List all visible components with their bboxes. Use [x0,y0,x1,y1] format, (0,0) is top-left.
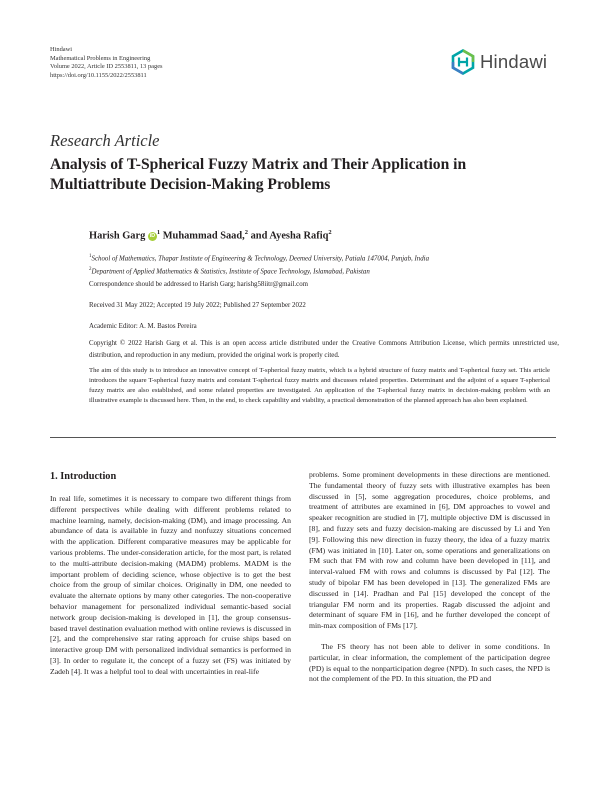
right-column [309,470,550,685]
author-name[interactable]: Muhammad Saad, [162,230,245,242]
body-paragraph: In real life, sometimes it is necessary to compare two different things from different perspectives while dealing with different problems related to machine learning, namely, decision-making (DM), and image processing. An abundance of data is available in fuzzy and nonfuzzy situations concerned with the application. Different comparative measures may be applicable for various problems. The under-consideration article, for the most part, is related to the multi-attribute decision-making (MADM) problems. MADM is the important problem of deciding science, whose objective is to get the best choice from the group of similar choices. Originally in DM, one needed to evaluate the alternate options by many other categories. The non-cooperative behavior management for personalized individual semantic-based social network group decision-making is developed in [1], the group consensus-based travel destination evaluation method with online reviews is discussed in [2], and the comprehensive star rating approach for cruise ships based on interactive group DM with personalized individual semantics is performed in [3]. In order to regulate it, the concept of a fuzzy set (FS) was initiated by Zadeh [4]. It was a helpful tool to deal with uncertainties in real-life [50,494,291,676]
article-type: Research Article [50,131,160,150]
affiliation-marker: 2 [89,266,92,272]
hindawi-logo-icon [450,49,476,75]
volume-line: Volume 2022, Article ID 2553811, 13 pages [50,63,163,71]
section-divider [50,437,556,438]
author-name[interactable]: Harish Garg [89,230,146,242]
affiliation-text: School of Mathematics, Thapar Institute of Engineering & Technology, Deemed University, Patiala 147004, Punjab, India [91,255,430,263]
abstract: The aim of this study is to introduce an innovative concept of T-spherical fuzzy matrix, which is a hybrid structure of fuzzy matrix and T-spherical fuzzy set. This article introduces the square T-spherical fuzzy matrix and constant T-spherical fuzzy matrix and discusses related properties. Determinant and the adjoint of a square T-spherical fuzzy matrix are also established, and some related properties are investigated. An application of the T-spherical fuzzy matrix in decision-making problem with an illustrative example is discussed here. Then, in the end, to check capability and viability, a practical demonstration of the planned approach has also been explained. [89,367,550,404]
article-title: Analysis of T-Spherical Fuzzy Matrix and Their Application in Multiattribute Decision-Making Problems [50,156,467,193]
journal-name: Mathematical Problems in Engineering [50,54,151,62]
body-paragraph: The FS theory has not been able to deliver in some conditions. In particular, in clear information, the complement of the participation degree (PD) is equal to the nonparticipation degree (NPD). In such cases, the NPD is not the complement of the PD. In this situation, the PD and [309,641,550,684]
affiliation-marker: 1 [89,254,92,259]
left-column [50,470,291,678]
publisher-name: Hindawi [50,46,73,53]
correspondence: Correspondence should be addressed to Harish Garg; harishg58iitr@gmail.com [89,281,309,288]
affiliation-text: Department of Applied Mathematics & Statistics, Institute of Space Technology, Islamabad, Pakistan [91,268,370,276]
affiliations [89,252,559,278]
section-heading: 1. Introduction [50,471,117,482]
author-name[interactable]: and Ayesha Rafiq [250,230,329,242]
hindawi-logo[interactable] [450,48,556,76]
publication-dates: Received 31 May 2022; Accepted 19 July 2022; Published 27 September 2022 [89,302,306,309]
author-affiliation-marker: 2 [328,229,332,236]
orcid-icon[interactable]: iD [149,233,156,240]
affiliation [89,252,559,265]
copyright-notice: Copyright © 2022 Harish Garg et al. This is an open access article distributed under the Creative Commons Attribution License, which permits unrestricted use, distribution, and reproduction in any medium, provided the original work is properly cited. [89,340,559,359]
author-list [89,229,332,241]
author-affiliation-marker: 1 [156,229,161,236]
academic-editor: Academic Editor: A. M. Bastos Pereira [89,323,197,330]
body-paragraph: problems. Some prominent developments in these directions are mentioned. The fundamental theory of fuzzy sets with illustrative examples has been discussed in [5], some aggregation procedures, choice problems, and treatment of attributes are examined in [6], DM approaches to vowel and speaker recognition are studied in [7], multiple objective DM is discussed in [8], and fuzzy sets and fuzzy decision-making are discussed by Li and Yen [9]. Following this new direction in fuzzy theory, the idea of a fuzzy matrix (FM) was initiated in [10]. Later on, some operations and generalizations on FM such that FM with row and column have been developed in [11], and interval-valued FM with rows and columns is discussed by Pal [12]. The study of bipolar FM has been developed in [13]. The generalized FMs are discussed in [14]. Pradhan and Pal [15] developed the concept of the triangular FM norm and its properties. Ragab discussed the adjoint and determinant of square FM in [16], and he further developed the concept of min-max composition of FMs [17]. [309,470,550,631]
author-affiliation-marker: 2 [244,229,248,236]
doi-link[interactable]: https://doi.org/10.1155/2022/2553811 [50,72,147,80]
affiliation [89,265,559,278]
journal-header [50,46,163,81]
logo-text: Hindawi [480,51,548,72]
